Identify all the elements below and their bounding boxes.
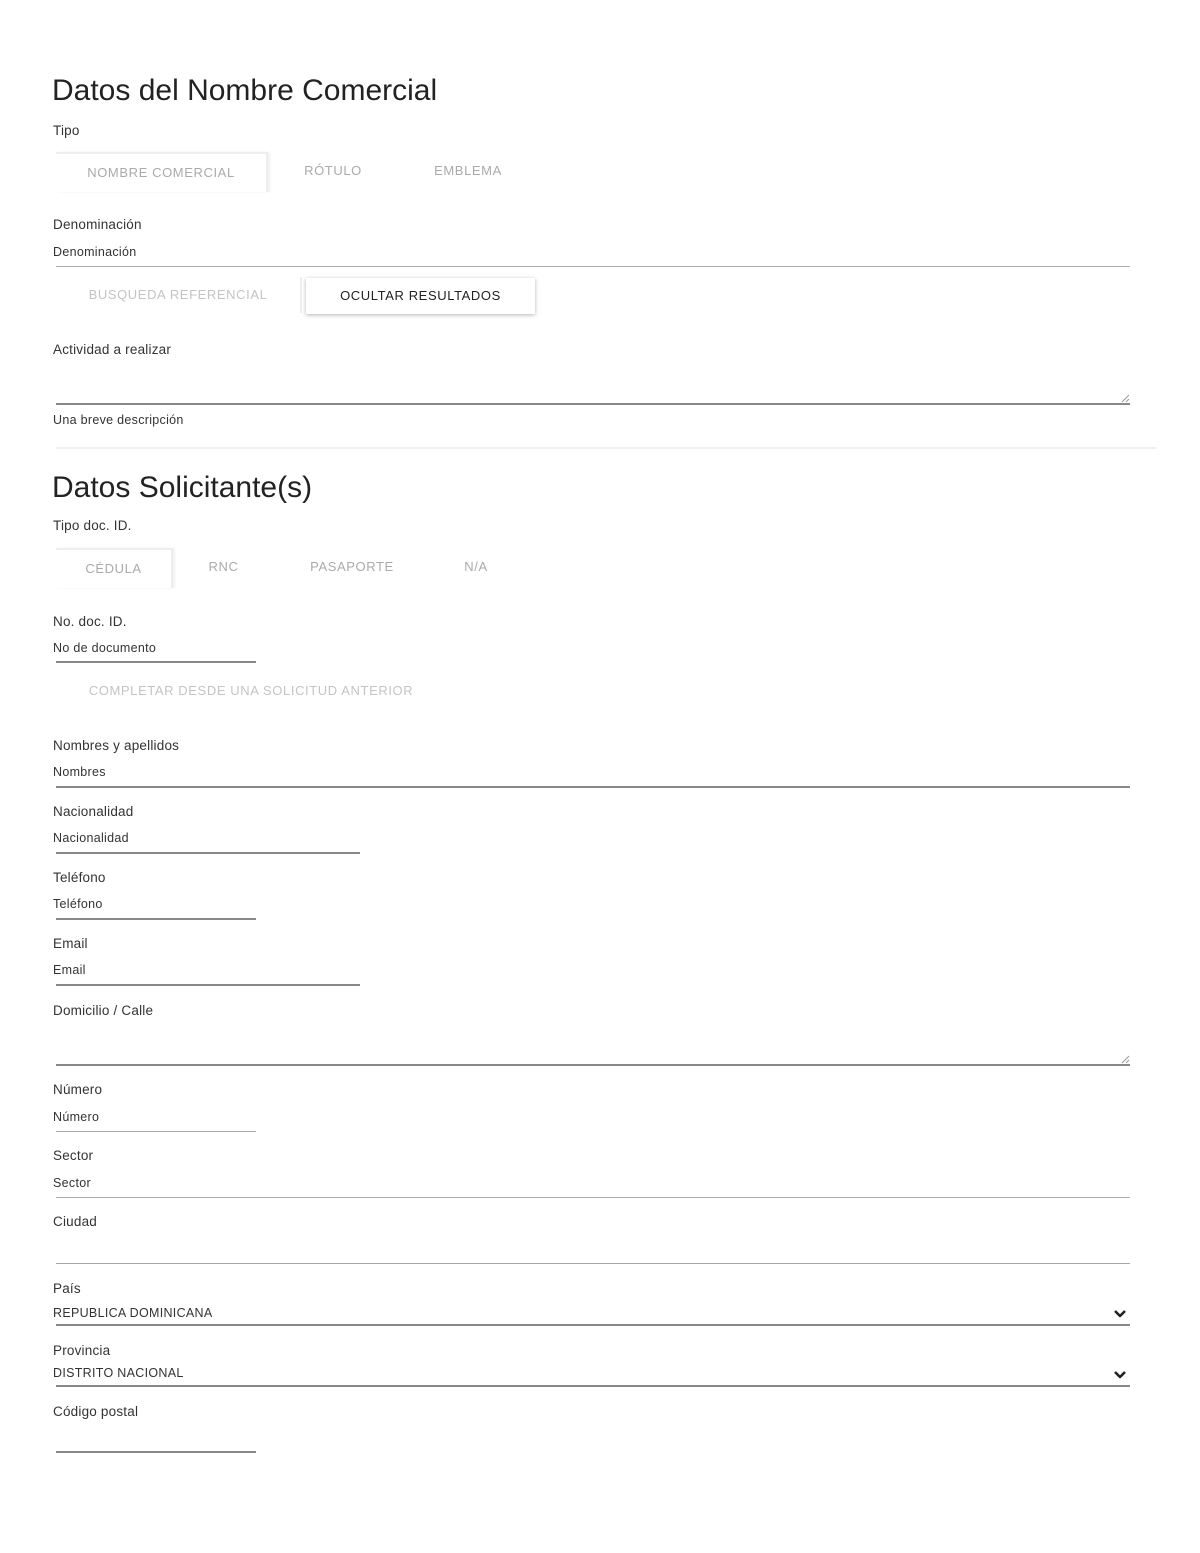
- numero-input[interactable]: Número: [53, 1110, 100, 1124]
- tab-rnc[interactable]: RNC: [208, 559, 239, 574]
- ocultar-resultados-button[interactable]: OCULTAR RESULTADOS: [306, 278, 535, 314]
- chevron-down-icon[interactable]: [1114, 1370, 1126, 1380]
- no-doc-underline: [56, 661, 256, 663]
- tab-rotulo[interactable]: RÓTULO: [304, 163, 362, 178]
- ciudad-underline: [56, 1263, 1130, 1264]
- tipo-doc-label: Tipo doc. ID.: [53, 518, 132, 533]
- tab-nombre-comercial[interactable]: NOMBRE COMERCIAL: [56, 152, 268, 192]
- actividad-textarea[interactable]: [56, 362, 1130, 402]
- numero-label: Número: [53, 1082, 103, 1097]
- sector-underline: [56, 1197, 1130, 1198]
- provincia-select[interactable]: DISTRITO NACIONAL: [53, 1366, 184, 1380]
- email-label: Email: [53, 936, 88, 951]
- tab-na[interactable]: N/A: [464, 559, 488, 574]
- telefono-underline: [56, 918, 256, 920]
- tipo-label: Tipo: [53, 123, 80, 138]
- denominacion-label: Denominación: [53, 217, 142, 232]
- codigo-postal-input[interactable]: [56, 1424, 256, 1450]
- textarea-resize-icon[interactable]: [1121, 1055, 1130, 1064]
- codigo-postal-underline: [56, 1451, 256, 1453]
- ciudad-label: Ciudad: [53, 1214, 97, 1229]
- pais-underline: [56, 1324, 1130, 1326]
- nombres-input[interactable]: Nombres: [53, 765, 106, 779]
- denominacion-input[interactable]: Denominación: [53, 245, 137, 259]
- provincia-label: Provincia: [53, 1343, 111, 1358]
- sector-label: Sector: [53, 1148, 94, 1163]
- domicilio-underline: [56, 1064, 1130, 1066]
- tab-cedula[interactable]: CÉDULA: [56, 548, 173, 588]
- sector-input[interactable]: Sector: [53, 1176, 91, 1190]
- email-underline: [56, 984, 360, 986]
- codigo-postal-label: Código postal: [53, 1404, 139, 1419]
- telefono-label: Teléfono: [53, 870, 106, 885]
- completar-solicitud-button[interactable]: COMPLETAR DESDE UNA SOLICITUD ANTERIOR: [88, 683, 414, 698]
- textarea-resize-icon[interactable]: [1121, 394, 1130, 403]
- section-title-solicitantes: Datos Solicitante(s): [52, 471, 313, 504]
- section-divider: [56, 447, 1156, 449]
- nacionalidad-label: Nacionalidad: [53, 804, 134, 819]
- pais-label: País: [53, 1281, 81, 1296]
- email-input[interactable]: Email: [53, 963, 86, 977]
- nombres-underline: [56, 786, 1130, 788]
- chevron-down-icon[interactable]: [1114, 1309, 1126, 1319]
- tab-emblema[interactable]: EMBLEMA: [434, 163, 502, 178]
- denominacion-underline: [56, 266, 1130, 267]
- nacionalidad-underline: [56, 852, 360, 854]
- form-container: [52, 0, 1156, 1553]
- tab-pasaporte[interactable]: PASAPORTE: [310, 559, 394, 574]
- section-title-nombre-comercial: Datos del Nombre Comercial: [52, 74, 438, 107]
- numero-underline: [56, 1131, 256, 1132]
- no-doc-label: No. doc. ID.: [53, 614, 127, 629]
- actividad-hint: Una breve descripción: [53, 413, 184, 427]
- no-doc-input[interactable]: No de documento: [53, 641, 157, 655]
- domicilio-label: Domicilio / Calle: [53, 1003, 154, 1018]
- nacionalidad-input[interactable]: Nacionalidad: [53, 831, 129, 845]
- ciudad-input[interactable]: [56, 1236, 1130, 1262]
- actividad-label: Actividad a realizar: [53, 342, 172, 357]
- busqueda-referencial-button[interactable]: BUSQUEDA REFERENCIAL: [56, 277, 302, 313]
- domicilio-textarea[interactable]: [56, 1023, 1130, 1063]
- provincia-underline: [56, 1385, 1130, 1387]
- telefono-input[interactable]: Teléfono: [53, 897, 103, 911]
- nombres-label: Nombres y apellidos: [53, 738, 180, 753]
- pais-select[interactable]: REPUBLICA DOMINICANA: [53, 1306, 213, 1320]
- actividad-underline: [56, 403, 1130, 405]
